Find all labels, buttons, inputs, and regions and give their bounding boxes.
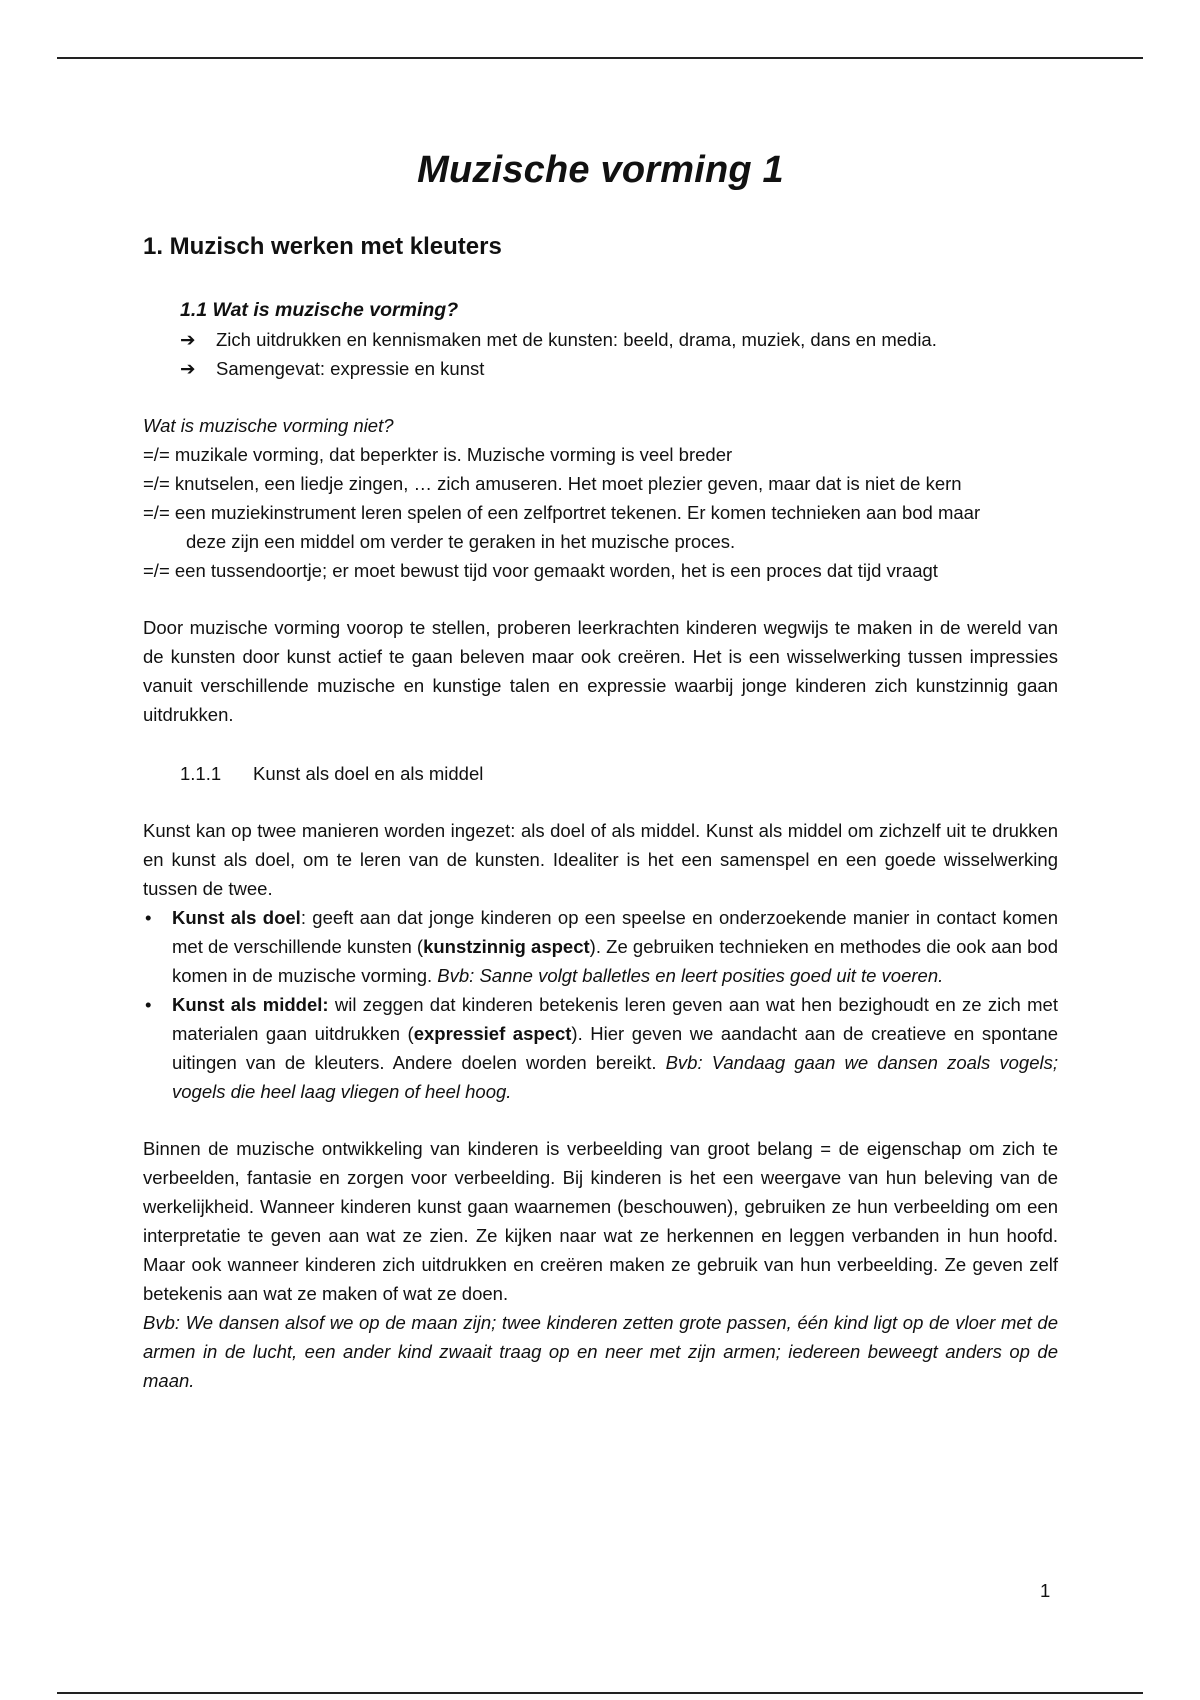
bullet-text: ). Hier geven we aandacht aan de creatieve en spontane uitingen van de kleuters. Andere doelen worden bereikt. bbox=[172, 1023, 1058, 1073]
negation-line: =/= een muziekinstrument leren spelen of een zelfportret tekenen. Er komen technieken aan bod maar bbox=[143, 502, 981, 523]
bullet-icon: • bbox=[145, 994, 152, 1015]
bullet-example: Bvb: Vandaag gaan we dansen zoals vogels; vogels die heel laag vliegen of heel hoog. bbox=[172, 1052, 1058, 1102]
arrow-item-text: Samengevat: expressie en kunst bbox=[216, 358, 485, 379]
bullet-label: Kunst als doel bbox=[172, 907, 301, 928]
bullet-text: ). Ze gebruiken technieken en methodes die ook aan bod komen in de muzische vorming. bbox=[172, 936, 1058, 986]
subsection-heading-1-1: 1.1 Wat is muzische vorming? bbox=[180, 299, 459, 321]
bullet-label: Kunst als middel: bbox=[172, 994, 329, 1015]
bullet-bold-term: expressief aspect bbox=[413, 1023, 572, 1044]
question-heading: Wat is muzische vorming niet? bbox=[143, 415, 394, 436]
footer-rule bbox=[57, 1692, 1143, 1694]
negation-line: =/= muzikale vorming, dat beperkter is. Muzische vorming is veel breder bbox=[143, 444, 733, 465]
bullet-bold-term: kunstzinnig aspect bbox=[423, 936, 590, 957]
bullet-text: : geeft aan dat jonge kinderen op een speelse en onderzoekende manier in contact komen met de verschillende kunsten ( bbox=[172, 907, 1058, 957]
header-rule bbox=[57, 57, 1143, 59]
intro-paragraph: Door muzische vorming voorop te stellen, proberen leerkrachten kinderen wegwijs te maken in de wereld van de kunsten door kunst actief te gaan beleven maar ook creëren. Het is een wisselwerking tussen impressies vanuit verschillende muzische en kunstige talen en expressie waarbij jonge kinderen zich kunstzinnig gaan uitdrukken. bbox=[143, 617, 1058, 725]
maan-example: Bvb: We dansen alsof we op de maan zijn; twee kinderen zetten grote passen, één kind ligt op de vloer met de armen in de lucht, een ander kind zwaait traag op en neer met zijn armen; iedereen beweegt anders op de maan. bbox=[143, 1312, 1058, 1391]
arrow-right-icon: ➔ bbox=[180, 329, 196, 350]
document-title: Muzische vorming 1 bbox=[417, 149, 784, 191]
bullet-text: wil zeggen dat kinderen betekenis leren geven aan wat hen bezighoudt en ze zich met materialen gaan uitdrukken ( bbox=[172, 994, 1058, 1044]
section-heading: 1. Muzisch werken met kleuters bbox=[143, 233, 502, 260]
negation-line-continuation: deze zijn een middel om verder te geraken in het muzische proces. bbox=[186, 531, 736, 552]
subsection-title: Kunst als doel en als middel bbox=[253, 763, 484, 784]
subsection-number: 1.1.1 bbox=[180, 763, 222, 784]
arrow-list-item bbox=[180, 325, 1058, 354]
negation-line: =/= knutselen, een liedje zingen, … zich amuseren. Het moet plezier geven, maar dat is niet de kern bbox=[143, 473, 962, 494]
subsection-heading-1-1-1 bbox=[180, 759, 1058, 788]
verbeelding-paragraph: Binnen de muzische ontwikkeling van kinderen is verbeelding van groot belang = de eigenschap om zich te verbeelden, fantasie en zorgen voor verbeelding. Bij kinderen is het een weergave van hun beleving van de werkelijkheid. Wanneer kinderen kunst gaan waarnemen (beschouwen), gebruiken ze hun verbeelding om een interpretatie te geven aan wat ze zien. Ze kijken naar wat ze herkennen en leggen verbanden in hun hoofd. Maar ook wanneer kinderen zich uitdrukken en creëren maken ze gebruik van hun verbeelding. Ze geven zelf betekenis aan wat ze maken of wat ze doen. bbox=[143, 1138, 1058, 1304]
bullet-list bbox=[143, 903, 1058, 1106]
bullet-item-middel bbox=[143, 990, 1058, 1106]
negation-list bbox=[143, 440, 1058, 585]
bullet-item-doel bbox=[143, 903, 1058, 990]
bullet-example: Bvb: Sanne volgt balletles en leert posities goed uit te voeren. bbox=[437, 965, 944, 986]
arrow-list-item bbox=[180, 354, 1058, 383]
arrow-item-text: Zich uitdrukken en kennismaken met de kunsten: beeld, drama, muziek, dans en media. bbox=[216, 329, 937, 350]
arrow-right-icon: ➔ bbox=[180, 358, 196, 379]
page-content bbox=[143, 140, 1058, 1395]
arrow-list bbox=[180, 325, 1058, 383]
page-number: 1 bbox=[1040, 1580, 1051, 1601]
negation-line: =/= een tussendoortje; er moet bewust tijd voor gemaakt worden, het is een proces dat tijd vraagt bbox=[143, 560, 938, 581]
kunst-paragraph: Kunst kan op twee manieren worden ingezet: als doel of als middel. Kunst als middel om zichzelf uit te drukken en kunst als doel, om te leren van de kunsten. Idealiter is het een samenspel en een goede wisselwerking tussen de twee. bbox=[143, 820, 1058, 899]
bullet-icon: • bbox=[145, 907, 152, 928]
